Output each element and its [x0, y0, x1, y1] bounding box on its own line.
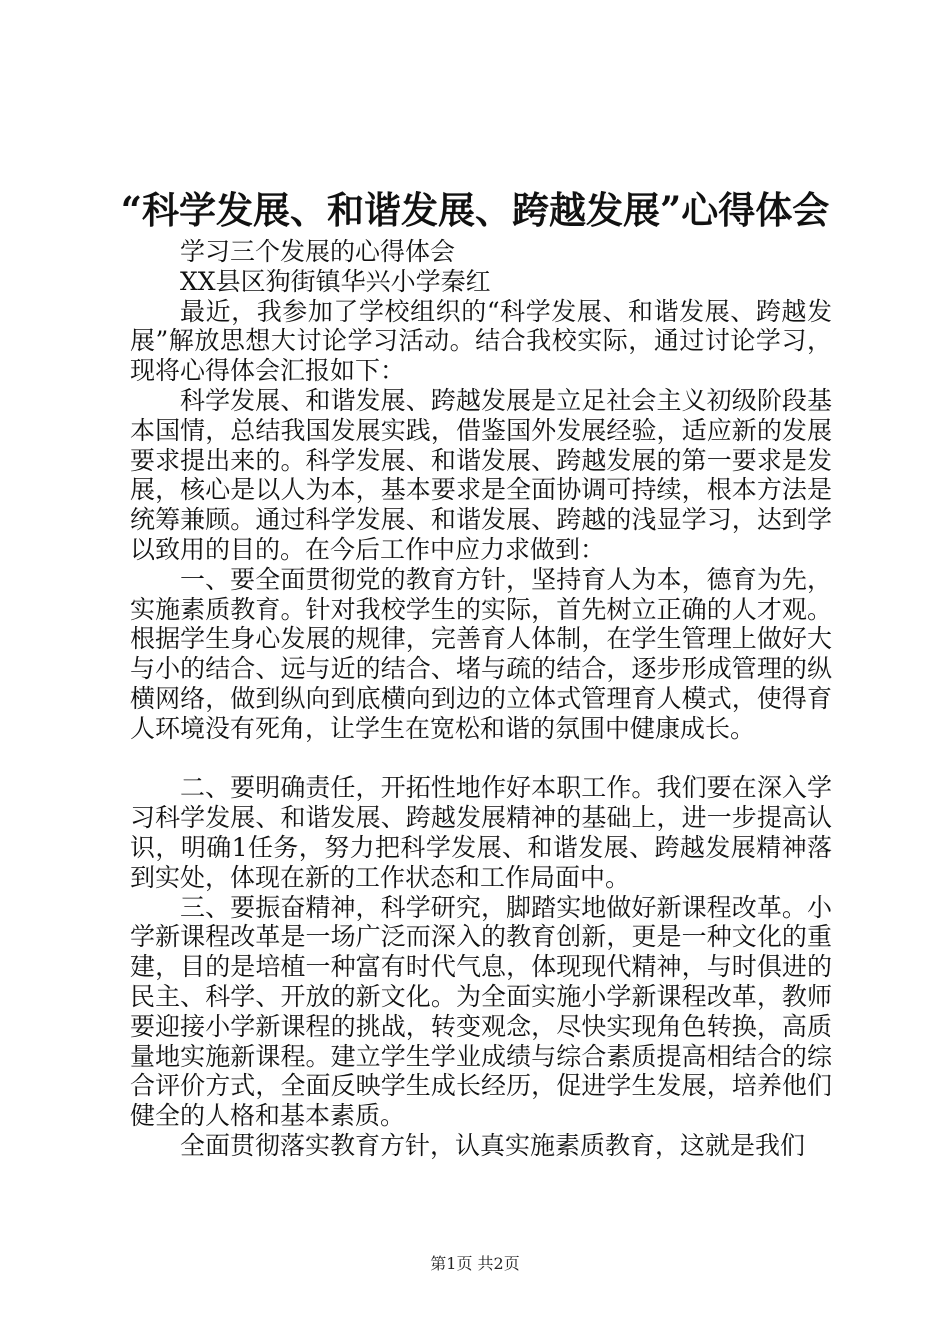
- paragraph-overview: 科学发展、和谐发展、跨越发展是立足社会主义初级阶段基本国情，总结我国发展实践，借鉴国外发展经验，适应新的发展要求提出来的。科学发展、和谐发展、跨越发展的第一要求是发展，核心是以人为本，基本要求是全面协调可持续，根本方法是统筹兼顾。通过科学发展、和谐发展、跨越的浅显学习，达到学以致用的目的。在今后工作中应力求做到：: [130, 385, 832, 564]
- paragraph-closing: 全面贯彻落实教育方针，认真实施素质教育，这就是我们: [180, 1130, 806, 1160]
- document-title: “科学发展、和谐发展、跨越发展”心得体会: [120, 188, 830, 232]
- author-line: XX县区狗街镇华兴小学秦红: [180, 266, 491, 296]
- page-number: 第1页 共2页: [430, 1254, 520, 1273]
- paragraph-intro: 最近，我参加了学校组织的“科学发展、和谐发展、跨越发展”解放思想大讨论学习活动。结合我校实际，通过讨论学习，现将心得体会汇报如下：: [130, 296, 832, 386]
- document-body: [130, 237, 832, 1161]
- subtitle-line: 学习三个发展的心得体会: [180, 237, 456, 266]
- paragraph-point-one: 一、要全面贯彻党的教育方针，坚持育人为本，德育为先，实施素质教育。针对我校学生的实际，首先树立正确的人才观。根据学生身心发展的规律，完善育人体制，在学生管理上做好大与小的结合、远与近的结合、堵与疏的结合，逐步形成管理的纵横网络，做到纵向到底横向到边的立体式管理育人模式，使得育人环境没有死角，让学生在宽松和谐的氛围中健康成长。: [130, 564, 832, 743]
- paragraph-point-three: 三、要振奋精神，科学研究，脚踏实地做好新课程改革。小学新课程改革是一场广泛而深入的教育创新，更是一种文化的重建，目的是培植一种富有时代气息，体现现代精神，与时俱进的民主、科学、开放的新文化。为全面实施小学新课程改革，教师要迎接小学新课程的挑战，转变观念，尽快实现角色转换，高质量地实施新课程。建立学生学业成绩与综合素质提高相结合的综合评价方式，全面反映学生成长经历，促进学生发展，培养他们健全的人格和基本素质。: [130, 892, 832, 1131]
- paragraph-point-two: 二、要明确责任，开拓性地作好本职工作。我们要在深入学习科学发展、和谐发展、跨越发展精神的基础上，进一步提高认识，明确1任务，努力把科学发展、和谐发展、跨越发展精神落到实处，体现在新的工作状态和工作局面中。: [130, 773, 832, 892]
